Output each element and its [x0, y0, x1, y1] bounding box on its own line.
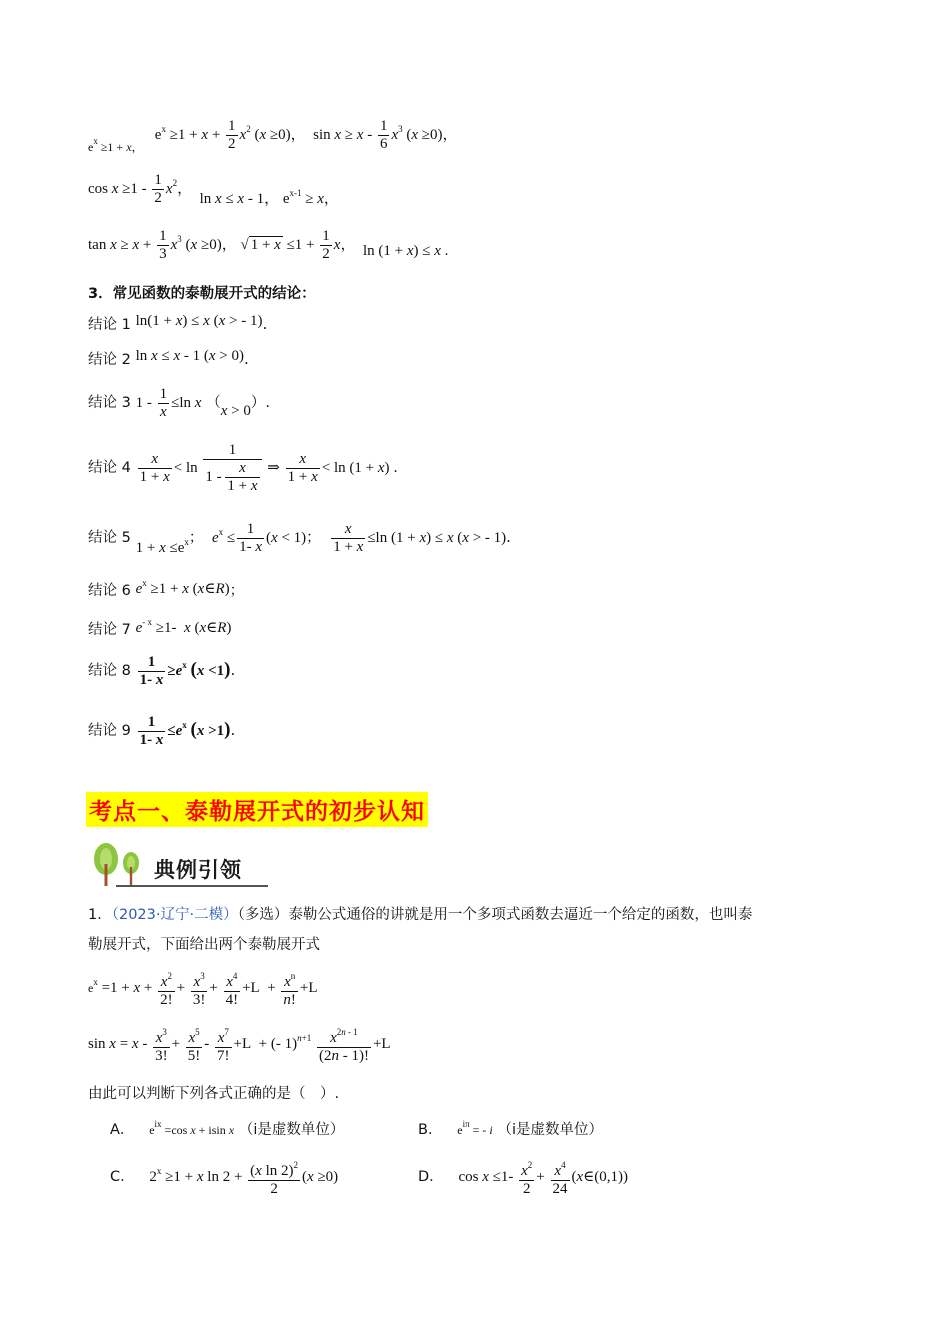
conclusion-4: 结论 4 $\frac{x}{1 + x}$ < ln 1 1 - $\frac{x}{1 + x}$ ⇒ $\frac{x}{1 + x}$ < ln (1 + x) .: [88, 442, 398, 494]
taylor-series-exp: $e^x =1 + x$ + $\frac{x^2}{2!}$ + $\frac{x^3}{3!}$ + $\frac{x^4}{4!}$ +L + $\frac{x^n}{n!}$ +L: [88, 968, 318, 1009]
option-d[interactable]: D． cos x ≤1- $\frac{x^2}{2}$ + $\frac{x^4}{24}$ (x∈(0,1)): [418, 1157, 628, 1198]
conclusion-7: 结论 7 $e^{- x} \ge 1-$ x (x∈R): [88, 617, 232, 638]
option-c[interactable]: C． $2^x \ge 1 + x$ ln 2 + $\frac{(x \ln 2)^2}{2}$ (x ≥0): [110, 1157, 338, 1198]
section-heading: 考点一、泰勒展开式的初步认知: [86, 792, 428, 827]
inequality-row-1: $_{e^x \ge 1 + x,}$ $e^x \ge 1 + x$ + $\frac{1}{2}$ $x^2$ (x ≥0)， sin x ≥ x - $\frac{1}{6}$ $x^3$ (x ≥0)，: [88, 118, 458, 154]
conclusion-label: 结论 1: [88, 317, 131, 333]
banner-underline: [116, 885, 268, 887]
conclusion-label: 结论 4: [88, 459, 131, 476]
inequality-row-2: cos x ≥1 - $\frac{1}{2}$ $x^2$， ln x ≤ x - 1， $e^{x-1} \ge x$，: [88, 172, 339, 207]
conclusion-9: 结论 9 $\frac{1}{1- x}$ $\le e^x$ (x >1).: [88, 714, 236, 748]
question-prompt: 由此可以判断下列各式正确的是（ ）.: [88, 1086, 340, 1102]
conclusion-label: 结论 3: [88, 394, 131, 411]
conclusion-label: 结论 7: [88, 622, 131, 638]
taylor-series-sin: sin x = x - $\frac{x^3}{3!}$ + $\frac{x^5}{5!}$ - $\frac{x^7}{7!}$ +L + (- 1)$^{n+1}$ $\frac{x^{2n - 1}}{(2n - 1)!}$ +L: [88, 1024, 391, 1065]
option-b[interactable]: B． $e^{i\pi}$ = - i （i是虚数单位）: [418, 1119, 604, 1138]
inequality-row-3: tan x ≥ x + $\frac{1}{3}$ $x^3$ (x ≥0)， √ 1 + x ≤1 + $\frac{1}{2}$ x， ln (1 + x) ≤ x .: [88, 228, 449, 262]
conclusion-6: 结论 6 $e^x \ge 1 + x$ (x∈R)；: [88, 578, 245, 599]
conclusion-label: 结论 8: [88, 662, 131, 679]
problem-number: 1．: [88, 907, 112, 923]
conclusion-label: 结论 9: [88, 722, 131, 739]
conclusion-3: 结论 3 1 - $\frac{1}{x}$ ≤ln x （x > 0）.: [88, 386, 270, 420]
conclusion-label: 结论 6: [88, 583, 131, 599]
conclusion-label: 结论 5: [88, 529, 131, 546]
conclusion-5: 结论 5 $1 + x \le e^x$； $e^x$ ≤ $\frac{1}{1- x}$ (x < 1)； $\frac{x}{1 + x}$ ≤ln (1 + x) ≤ x (x > - 1).: [88, 521, 511, 556]
conclusion-label: 结论 2: [88, 352, 131, 368]
option-a[interactable]: A． $e^{ix} =\cos$ x + isin x （i是虚数单位）: [110, 1119, 345, 1138]
example-banner: [90, 842, 270, 890]
conclusion-2: 结论 2 ln x ≤ x - 1 (x > 0).: [88, 348, 249, 368]
conclusion-1: 结论 1 ln(1 + x) ≤ x (x > - 1).: [88, 313, 268, 333]
banner-title: 典例引领: [154, 858, 242, 882]
problem-statement: 1．（2023·辽宁·二模）（多选）泰勒公式通俗的讲就是用一个多项式函数去逼近一个给定的函数，也叫泰 勒展开式，下面给出两个泰勒展开式: [88, 907, 753, 953]
problem-source[interactable]: （2023·辽宁·二模）: [111, 907, 238, 923]
tree-icon: [90, 842, 150, 888]
section-3-title: 3．常见函数的泰勒展开式的结论：: [88, 286, 316, 302]
conclusion-8: 结论 8 $\frac{1}{1- x}$ $\ge e^x$ (x <1).: [88, 654, 236, 688]
